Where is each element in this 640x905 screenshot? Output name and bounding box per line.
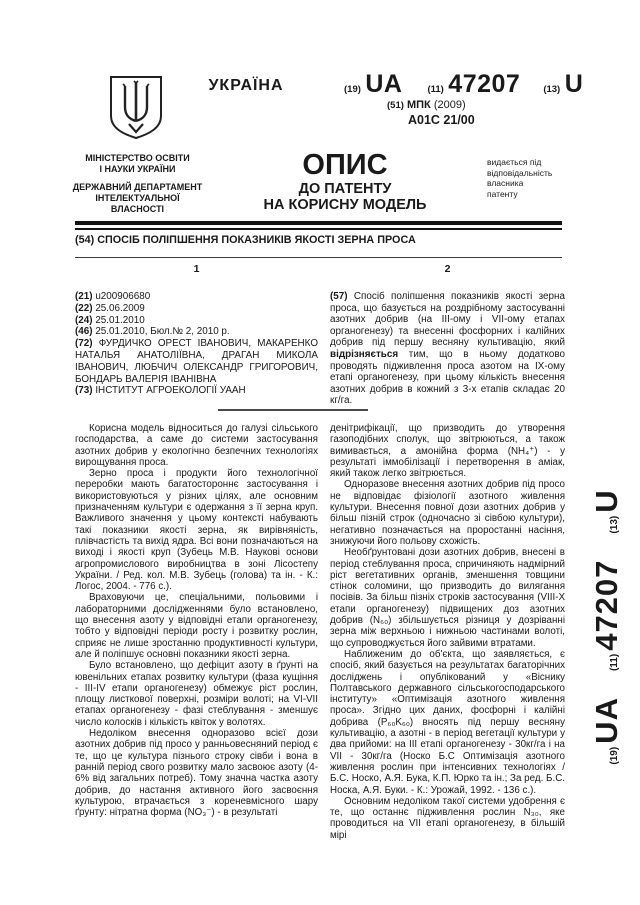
biblio-code: (72)	[75, 338, 93, 350]
ipc-name: МПК	[406, 99, 431, 111]
country-code: UA	[365, 70, 403, 98]
code-13-label: (13)	[543, 84, 561, 95]
abstract-section	[330, 291, 565, 407]
biblio-code: (24)	[75, 314, 93, 326]
abstract-bold-word: відрізняється	[330, 348, 399, 360]
effective-date: 25.01.2010	[95, 314, 145, 326]
doc-type-line-2: ДО ПАТЕНТУ	[298, 181, 392, 197]
ipc-year: (2009)	[433, 99, 466, 111]
country-name: УКРАЇНА	[208, 77, 284, 94]
description-paragraph: Було встановлено, що дефіцит азоту в ґрунті на ювенільних етапах розвитку культури (фаза кущіння - III-IV етапи органогенезу) обмежує ріст рослин, площу листкової поверхні, розміри волоті; на VI-VII етапах органогенезу - фазі стеблування - зменшує число колосків і кількість квіток у волотях.	[75, 660, 318, 728]
biblio-code: (21)	[75, 291, 93, 302]
publication-date: 25.01.2010, Бюл.№ 2, 2010 р.	[95, 326, 230, 338]
side-code-11-label: (11)	[609, 653, 620, 672]
responsibility-note-line: патенту	[487, 188, 518, 199]
patent-number: 47207	[448, 70, 521, 98]
biblio-item	[75, 291, 318, 303]
issuing-agency	[55, 153, 220, 215]
responsibility-note	[487, 157, 552, 199]
ministry-line-1: МІНІСТЕРСТВО ОСВІТИ	[85, 153, 190, 163]
code-11-label: (11)	[427, 84, 444, 95]
title-divider-rule	[75, 257, 562, 258]
responsibility-note-line: власника	[487, 178, 524, 188]
abstract-text-before: Спосіб поліпшення показників якості зерна проса, що базується на роздрібному застосуванні азотних добрив (на III-ому і VII-ому етапах органогенезу) та внесенні фосфорних і калійних добрив під першу весняну культивацію, який	[330, 291, 565, 349]
description-paragraph: денітрифікації, що призводить до утворення газоподібних сполук, що звітрюються, а також вимивається, а амонійна форма (NH₄⁺) - у результаті іммобілізації і перетворення в аміак, який також легко звітрюється.	[330, 423, 565, 480]
coat-of-arms-icon	[107, 74, 165, 142]
column-marker-1: 1	[193, 263, 200, 275]
side-patent-number: 47207	[589, 559, 624, 651]
ipc-class: A01C 21/00	[408, 113, 475, 127]
department-line-2: ІНТЕЛЕКТУАЛЬНОЇ	[95, 193, 180, 203]
description-paragraph: Корисна модель відноситься до галузі сільського господарства, а саме до системи застосування азотних добрив у екологічно безпечних технологіях вирощування проса.	[75, 423, 318, 468]
kind-code: U	[564, 70, 584, 98]
description-column-right	[330, 423, 565, 841]
side-kind-code: U	[589, 489, 624, 513]
ipc-label: (51)	[387, 100, 404, 111]
bibliographic-data	[75, 291, 318, 397]
department-line-3: ВЛАСНОСТІ	[110, 204, 165, 214]
document-type	[245, 150, 445, 213]
biblio-code: (22)	[75, 302, 93, 314]
doc-type-line-1: ОПИС	[302, 149, 388, 181]
biblio-code: (46)	[75, 326, 93, 338]
description-paragraph: Наближеним до об'єкта, що заявляється, є спосіб, який базується на результатах багаторічних досліджень і опублікований у «Віснику Полтавського державного сільськогосподарського інституту» «Оптимізація азотного живлення проса». Згідно цих даних, фосфорні і калійні добрива (P₆₀K₆₀) вносять під першу весняну культивацію, а азотні - в період вегетації культури у два прийоми: на III етапі органогенезу - 30кг/га і на VII - 30кг/га (Носко Б.С Оптимізація азотного живлення рослин при інтенсивних технологіях / Б.С. Носко, А.Я. Бука, К.П. Юрко та ін.; За ред. Б.С. Носка, А.Я. Буки. - К.: Урожай, 1992. - 136 с.).	[330, 648, 565, 796]
side-country-code: UA	[589, 697, 624, 744]
inventors-list: ФУРДИЧКО ОРЕСТ ІВАНОВИЧ, МАКАРЕНКО НАТАЛЬЯ АНАТОЛІЇВНА, ДРАГАН МИКОЛА ІВАНОВИЧ, ЛЮБЧИЧ ОЛЕКСАНДР ГРИГОРОВИЧ, БОНДАРЬ ВАЛЕРІЯ ІВАНІВНА	[75, 338, 318, 385]
ipc-line	[387, 99, 466, 111]
description-paragraph: Необґрунтовані дози азотних добрив, внесені в період стеблування проса, спричиняють надмірний ріст вегетативних органів, зменшення товщини стінок соломини, що призводить до вилягання посівів. За більш пізніх строків застосування (VIII-X етапи органогенезу) підвищених доз азотних добрив (N₆₀) збільшується різниця у дозріванні зерна між верхньою і нижньою частинами волоті, що супроводжується його зайвими втратами.	[330, 547, 565, 649]
side-code-19-label: (19)	[609, 746, 620, 765]
responsibility-note-line: відповідальність	[487, 167, 553, 178]
description-paragraph: Зерно проса і продукти його технологічної переробки мають багатостороннє застосування і використовуються у різних цілях, але основним призначенням культури є одержання з її зерна круп. Важливого значення у цьому контексті набувають такі показники якості зерна, як вирівняність, плівчастість та вихід ядра. Всі вони позначаються на виході і якості круп (Зубець М.В. Наукові основи агропромислового виробництва в зоні Лісостепу України. / Ред. кол. М.В. Зубець (голова) та ін. - К.: Логос, 2004. - 776 с.).	[75, 468, 318, 593]
application-number: u200906680	[95, 291, 151, 302]
side-publication-code	[589, 489, 635, 765]
biblio-item	[75, 326, 318, 338]
biblio-code: (73)	[75, 385, 93, 397]
patent-owner: ІНСТИТУТ АГРОЕКОЛОГІЇ УААН	[95, 385, 246, 397]
ministry-line-2: І НАУКИ УКРАЇНИ	[99, 164, 176, 174]
abstract-code: (57)	[330, 291, 348, 302]
description-paragraph: Основним недоліком такої системи удобрення є те, що останнє підживлення рослин N₃₀, яке проводиться на VII етапі органогенезу, в більшій мірі	[330, 795, 565, 841]
description-paragraph: Недоліком внесення одноразово всієї дози азотних добрив під просо у ранньовесняний період є те, що це культура пізнього строку сівби і вона в ранній період свого розвитку мало засвоює азоту (4-6% від загальних потреб). Тому значна частка азоту добрив, до настання активного його засвоєння культурою, втрачається з кореневмісного шару ґрунту: нітратна форма (NO₃⁻) - в результаті	[75, 728, 318, 819]
header-divider-rule	[75, 221, 562, 230]
doc-type-line-3: НА КОРИСНУ МОДЕЛЬ	[263, 197, 427, 213]
biblio-item	[75, 385, 318, 397]
code-19-label: (19)	[344, 84, 361, 95]
description-paragraph: Враховуючи це, спеціальними, польовими і лабораторними дослідженнями було встановлено, що внесення азоту у відповідні етапи органогенезу, тобто у відповідні періоди росту і розвитку рослин, сприяє не лише зростанню продуктивності культури, але й поліпшує основні показники якості зерна.	[75, 592, 318, 660]
description-paragraph: Одноразове внесення азотних добрив під просо не відповідає фізіології азотного живлення культури. Внесення повної дози азотних добрив у більш пізній строк (одночасно зі сівбою культури), негативно позначається на проростанні насіння, знижуючи його польову схожість.	[330, 479, 565, 547]
description-column-left	[75, 423, 318, 818]
trident-shield-icon	[107, 74, 165, 142]
publication-codes	[344, 70, 583, 99]
invention-title: СПОСІБ ПОЛІПШЕННЯ ПОКАЗНИКІВ ЯКОСТІ ЗЕРНА ПРОСА	[97, 234, 416, 246]
responsibility-note-line: видається під	[487, 157, 542, 167]
filing-date: 25.06.2009	[95, 302, 145, 314]
invention-title-row	[75, 234, 562, 246]
side-code-13-label: (13)	[609, 515, 620, 534]
abstract-text-after: тим, що в ньому додатково проводять підживлення проса азотом на IX-ому етапі органогенезу, при цьому кількість внесення азотних добрив в кожний з 3-х етапів складає 20 кг/га.	[330, 348, 565, 407]
title-code: (54)	[75, 234, 95, 246]
column-marker-2: 2	[444, 263, 451, 275]
biblio-item	[75, 315, 318, 327]
department-line-1: ДЕРЖАВНИЙ ДЕПАРТАМЕНТ	[72, 182, 203, 192]
biblio-item	[75, 303, 318, 315]
section-divider-rule	[218, 409, 368, 411]
biblio-item	[75, 338, 318, 385]
